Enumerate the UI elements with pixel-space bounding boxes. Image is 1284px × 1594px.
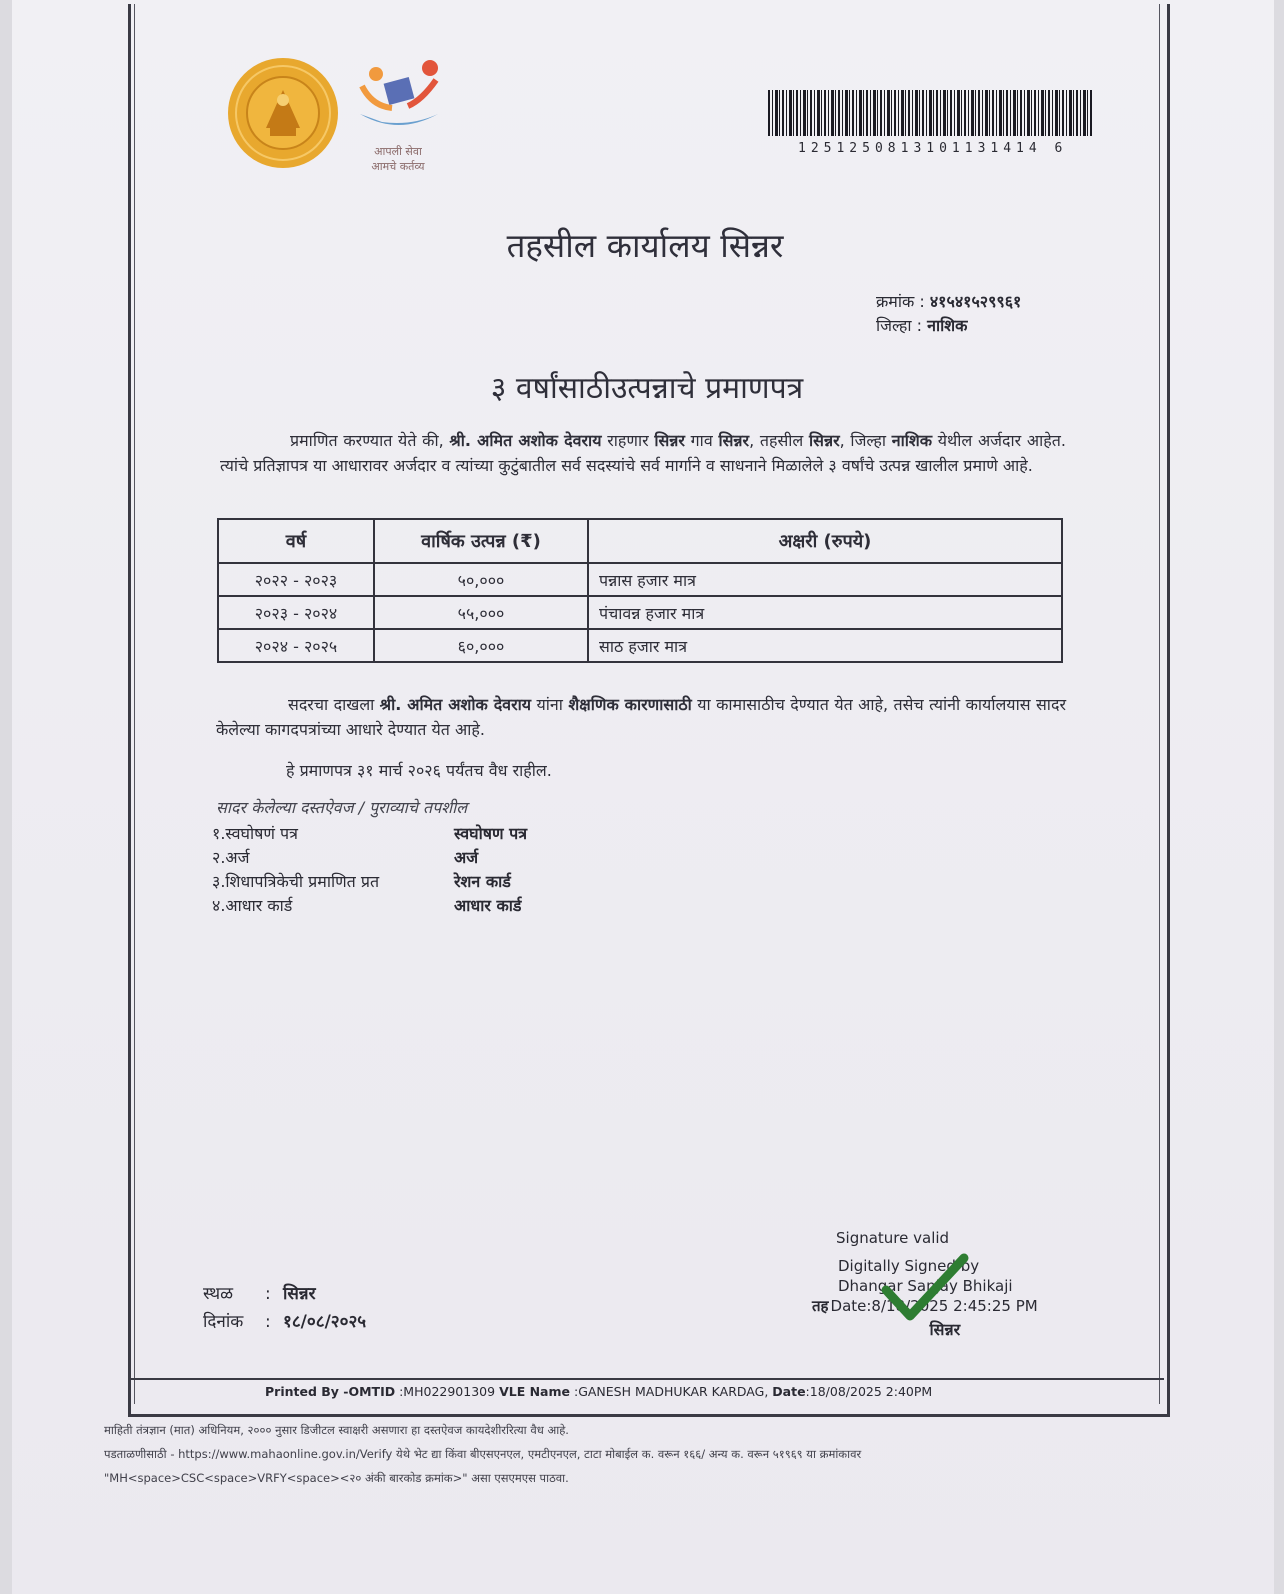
header-year: वर्ष <box>218 519 374 563</box>
document-type: रेशन कार्ड <box>454 872 511 891</box>
list-item <box>212 894 527 918</box>
header-annual-income: वार्षिक उत्पन्न (₹) <box>374 519 588 563</box>
signature-line-1: Digitally Signed by <box>838 1257 980 1275</box>
barcode <box>768 90 1096 160</box>
signature-check-icon <box>880 1252 970 1324</box>
logo-tagline-2: आमचे कर्तव्य <box>371 160 425 173</box>
jilha-label: जिल्हा : <box>876 316 923 335</box>
row-amount: ५०,००० <box>374 563 588 596</box>
p2-text-2: यांना <box>531 695 569 714</box>
printed-date-value: :18/08/2025 2:40PM <box>805 1384 933 1399</box>
certificate-title: ३ वर्षांसाठीउत्पन्नाचे प्रमाणपत्र <box>490 371 804 406</box>
income-table-header <box>218 519 1062 563</box>
printed-date-label: Date <box>772 1384 806 1399</box>
p1-text-3: गाव <box>684 431 719 450</box>
p2-text-3: या कामासाठीच देण्यात येत आहे, तसेच त्यांनी कार्यालयास सादर केलेल्या कागदपत्रांच्या आधारे देण्यात येत आहे. <box>216 695 1066 739</box>
printed-by-label: Printed By - <box>265 1384 349 1399</box>
signature-place: सिन्नर <box>929 1320 961 1339</box>
barcode-number: 1251250813101131414 6 <box>798 141 1068 156</box>
p1-place-1: सिन्नर <box>654 431 685 450</box>
list-item <box>212 846 527 870</box>
p1-text-1: प्रमाणित करण्यात येते की, <box>290 431 450 450</box>
row-words: साठ हजार मात्र <box>588 629 1062 662</box>
aaple-sarkar-logo <box>352 56 444 176</box>
certificate-paragraph-2 <box>216 692 1066 742</box>
kramank-label: क्रमांक : <box>876 292 925 311</box>
document-submitted: ४.आधार कार्ड <box>212 896 293 915</box>
row-year: २०२३ - २०२४ <box>218 596 374 629</box>
omtid-label: OMTID <box>348 1384 396 1399</box>
omtid-value: :MH022901309 <box>399 1384 496 1399</box>
header-in-words: अक्षरी (रुपये) <box>588 519 1062 563</box>
signature-valid-text: Signature valid <box>836 1229 950 1247</box>
validity-statement: हे प्रमाणपत्र ३१ मार्च २०२६ पर्यंतच वैध राहील. <box>286 761 552 780</box>
p1-text-6: येथील अर्जदार आहेत. त्यांचे प्रतिज्ञापत्र या आधारावर अर्जदार व त्यांच्या कुटुंबातील सर्व सदस्यांचे सर्व मार्गाने व साधनाने मिळालेले ३ वर्षांचे उत्पन्न खालील प्रमाणे आहे. <box>220 431 1066 475</box>
row-year: २०२२ - २०२३ <box>218 563 374 596</box>
place-date-block <box>203 1280 366 1336</box>
kramank-value: ४१५४१५२९९६१ <box>929 292 1022 311</box>
logo-tagline-1: आपली सेवा <box>374 145 422 158</box>
documents-list <box>212 822 527 918</box>
printed-by-line <box>265 1384 932 1399</box>
printed-by-divider <box>131 1378 1164 1380</box>
dinank-value: १८/०८/२०२५ <box>283 1312 367 1332</box>
office-title: तहसील कार्यालय सिन्नर <box>506 226 784 265</box>
p1-place-3: सिन्नर <box>809 431 840 450</box>
vle-value: :GANESH MADHUKAR KARDAG, <box>573 1384 773 1399</box>
certificate-meta <box>876 290 1021 338</box>
footer-line-2: पडताळणीसाठी - https://www.mahaonline.gov.in/Verify येथे भेट द्या किंवा बीएसएनएल, एमटीएनएल, टाटा मोबाईल क. वरून १६६/ अन्य क. वरून ५१९६९ या क्रमांकावर <box>104 1447 862 1461</box>
p1-district: नाशिक <box>891 431 933 450</box>
p2-purpose: शैक्षणिक कारणासाठी <box>568 695 692 714</box>
p1-applicant-name: श्री. अमित अशोक देवराय <box>449 431 602 450</box>
p2-applicant-name: श्री. अमित अशोक देवराय <box>379 695 532 714</box>
table-row <box>218 596 1062 629</box>
jilha-value: नाशिक <box>927 316 968 335</box>
row-words: पन्नास हजार मात्र <box>588 563 1062 596</box>
document-submitted: २.अर्ज <box>212 848 250 867</box>
row-year: २०२४ - २०२५ <box>218 629 374 662</box>
sthal-separator: : <box>265 1284 271 1304</box>
footer-line-1: माहिती तंत्रज्ञान (मात) अधिनियम, २००० नुसार डिजीटल स्वाक्षरी असणारा हा दस्तऐवज कायदेशीररित्या वैध आहे. <box>104 1423 569 1437</box>
signature-line-2: Dhangar Sanjay Bhikaji <box>838 1277 1013 1295</box>
table-row <box>218 629 1062 662</box>
signature-date: Date:8/18/2025 2:45:25 PM <box>830 1297 1038 1315</box>
p1-text-2: राहणार <box>601 431 655 450</box>
dinank-label: दिनांक <box>203 1312 244 1332</box>
vle-label: VLE Name <box>499 1384 570 1399</box>
p1-place-2: सिन्नर <box>718 431 750 450</box>
aaple-sarkar-logo-icon <box>352 56 444 138</box>
sthal-label: स्थळ <box>203 1284 234 1304</box>
document-type: आधार कार्ड <box>454 896 522 915</box>
p2-text-1: सदरचा दाखला <box>288 695 380 714</box>
footer-line-3: "MH<space>CSC<space>VRFY<space><२० अंकी बारकोड क्रमांक>" असा एसएमएस पाठवा. <box>104 1471 569 1485</box>
document-type: अर्ज <box>454 848 479 867</box>
signature-prefix: तह <box>812 1297 829 1315</box>
list-item <box>212 822 527 846</box>
row-words: पंचावन्न हजार मात्र <box>588 596 1062 629</box>
document-submitted: १.स्वघोषणं पत्र <box>212 824 298 843</box>
p1-text-4: , तहसील <box>749 431 809 450</box>
barcode-bars <box>768 90 1094 136</box>
row-amount: ५५,००० <box>374 596 588 629</box>
sthal-value: सिन्नर <box>283 1284 316 1304</box>
document-type: स्वघोषण पत्र <box>454 824 528 843</box>
p1-text-5: , जिल्हा <box>839 431 892 450</box>
row-amount: ६०,००० <box>374 629 588 662</box>
dinank-separator: : <box>265 1312 271 1332</box>
list-item <box>212 870 527 894</box>
certificate-paragraph-1 <box>220 428 1066 478</box>
footer-notes <box>104 1418 1164 1490</box>
documents-heading: सादर केलेल्या दस्तऐवज / पुराव्याचे तपशील <box>216 798 468 817</box>
maharashtra-seal-icon <box>226 56 340 170</box>
document-submitted: ३.शिधापत्रिकेची प्रमाणित प्रत <box>212 872 380 891</box>
income-table <box>217 518 1063 663</box>
table-row <box>218 563 1062 596</box>
